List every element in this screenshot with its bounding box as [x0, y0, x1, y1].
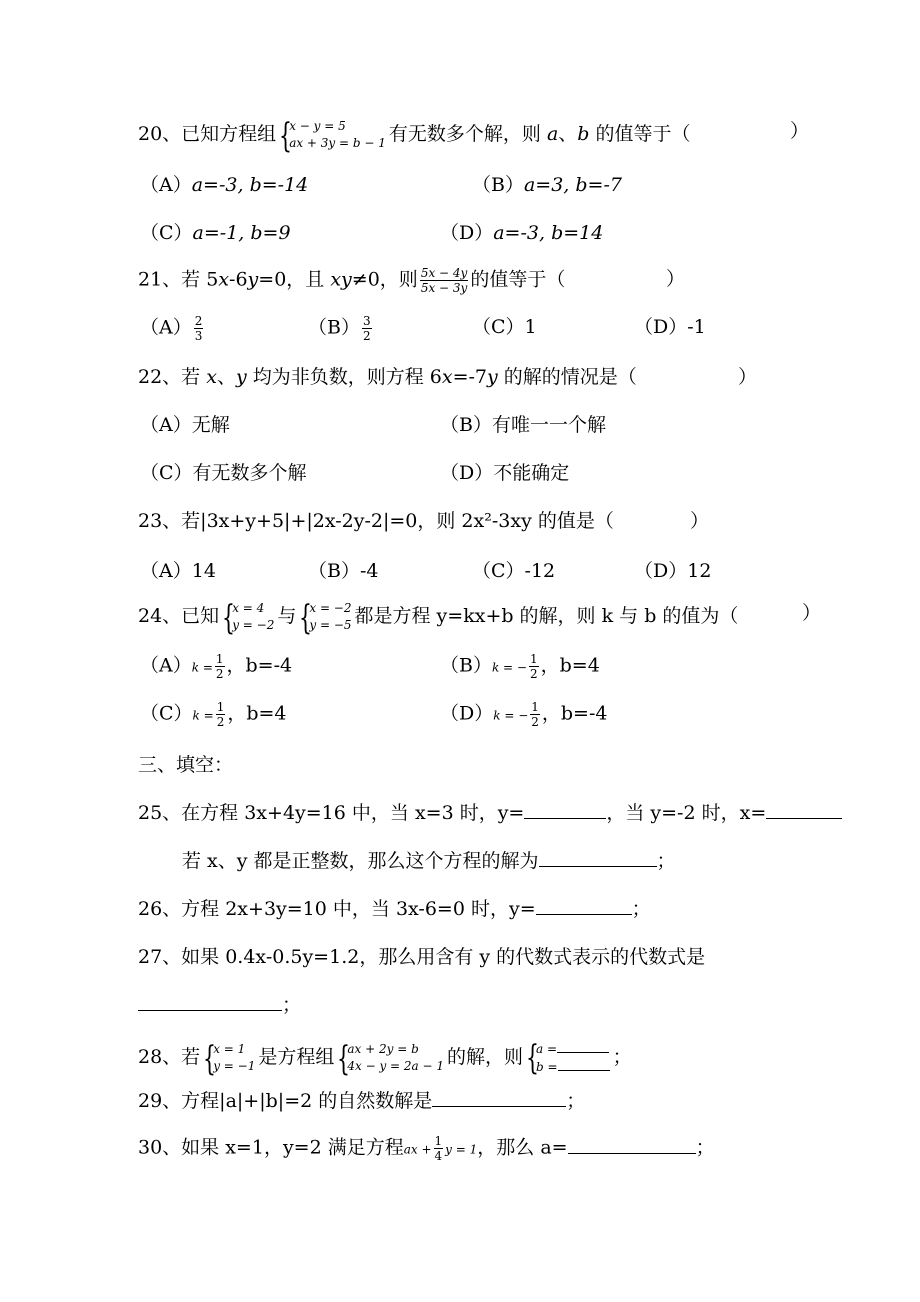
q24-option-c-label: （C） [140, 702, 193, 725]
question-24 [138, 598, 739, 638]
question-21 [138, 266, 565, 295]
question-23: 23、若|3x+y+5|+|2x-2y-2|=0，则 2x²-3xy 的值是（ [138, 510, 614, 532]
q24-system-1-row-2: y = −2 [232, 618, 275, 632]
q24-option-c-fraction [216, 700, 226, 729]
q20-equation-system: { x − y = 5 ax + 3y = b − 1 [279, 116, 386, 156]
q30-fraction-denominator: 4 [434, 1149, 443, 1163]
q28-answer-row-a [536, 1040, 610, 1058]
q30-blank-a[interactable] [568, 1135, 696, 1154]
question-29 [138, 1088, 585, 1114]
q22-option-c-label: （C） [140, 462, 193, 484]
q23-option-b [308, 558, 378, 584]
q21-option-b-numerator: 3 [362, 314, 371, 328]
q27-end: ； [282, 994, 302, 1016]
q24-option-b-denominator: 2 [529, 667, 538, 681]
q21-text-4: ≠0，则 [351, 268, 418, 291]
q24-option-a [140, 652, 292, 681]
q21-option-a-numerator: 2 [194, 314, 203, 328]
q23-option-a-label: （A） [140, 560, 192, 582]
q24-option-b-label: （B） [440, 654, 492, 677]
q20-stem: 20、已知方程组 [138, 123, 277, 145]
q23-close-paren: ） [690, 510, 710, 532]
q25-text-3: 若 x、y 都是正整数，那么这个方程的解为 [182, 850, 539, 872]
q24-option-a-denominator: 2 [215, 667, 224, 681]
q21-option-a-label: （A） [140, 316, 192, 339]
q24-option-a-label: （A） [140, 654, 192, 677]
q23-option-c [472, 558, 555, 584]
q24-system-1: { x = 4 y = −2 [222, 598, 275, 638]
q29-end: ； [566, 1090, 586, 1112]
q24-option-d [440, 700, 607, 729]
q24-option-d-k: k = − [493, 708, 529, 723]
q23-option-b-label: （B） [308, 560, 360, 582]
q20-var-a: a [546, 123, 559, 145]
q20-var-b: b [577, 123, 590, 145]
q22-var-x: x [206, 366, 217, 388]
q22-text-2: 均为非负数，则方程 6 [246, 366, 442, 388]
q30-text-1: 30、如果 x=1，y=2 满足方程 [138, 1136, 404, 1159]
q21-option-d [634, 314, 706, 340]
q28-system-1-row-1: x = 1 [213, 1042, 246, 1056]
q24-close-paren: ） [802, 602, 822, 624]
q20-option-b-label: （B） [472, 174, 524, 196]
q24-option-a-numerator: 1 [215, 652, 224, 666]
q24-option-c-numerator: 1 [216, 700, 225, 714]
q30-end: ； [695, 1136, 715, 1159]
q22-text-1: 22、若 [138, 366, 207, 388]
q24-option-b [440, 652, 600, 681]
q28-system-2-row-2: 4x − y = 2a − 1 [347, 1059, 445, 1073]
q23-option-d-text: 12 [687, 560, 712, 582]
q22-option-b-label: （B） [440, 414, 492, 436]
q28-text-2: 是方程组 [258, 1046, 335, 1068]
q21-text-end: 的值等于（ [470, 268, 566, 291]
q26-end: ； [631, 898, 651, 920]
q24-option-d-denominator: 2 [531, 715, 539, 729]
q23-option-c-label: （C） [472, 560, 525, 582]
q21-option-c-text: 1 [524, 316, 537, 338]
q26-blank-y[interactable] [536, 896, 632, 915]
q21-text-3: =0，且 [258, 268, 331, 291]
q30-text-2: ，那么 a= [477, 1136, 568, 1159]
q20-option-d-label: （D） [440, 222, 494, 244]
question-27-line-2 [138, 992, 301, 1018]
q24-option-c-k: k = [192, 708, 214, 723]
q28-blank-b[interactable] [558, 1058, 610, 1071]
section-3-heading: 三、填空： [138, 754, 234, 776]
q22-close-paren: ） [738, 366, 758, 388]
question-22 [138, 364, 637, 390]
q20-option-c-label: （C） [140, 222, 193, 244]
q22-option-d-label: （D） [440, 462, 494, 484]
q28-system-2-row-1: ax + 2y = b [347, 1042, 419, 1056]
q21-option-c [472, 314, 537, 340]
q21-option-a [140, 314, 205, 343]
q20-eq2: ax + 3y = b − 1 [289, 136, 386, 150]
q28-system-2: { ax + 2y = b 4x − y = 2a − 1 [337, 1039, 445, 1079]
q24-system-1-row-1: x = 4 [232, 601, 265, 615]
q22-option-b-text: 有唯一一个解 [491, 414, 606, 436]
q25-text-1: 25、在方程 3x+4y=16 中，当 x=3 时，y= [138, 802, 525, 824]
q24-option-d-label: （D） [440, 702, 494, 725]
q25-blank-x[interactable] [766, 800, 842, 819]
q20-option-d [440, 220, 603, 246]
q24-option-d-fraction [530, 700, 540, 729]
q26-text: 26、方程 2x+3y=10 中，当 3x-6=0 时，y= [138, 898, 536, 920]
q20-sep: 、 [558, 123, 578, 145]
q22-sep: 、 [216, 366, 236, 388]
q20-option-a-text: a=-3, b=-14 [191, 174, 309, 196]
question-20 [138, 116, 691, 156]
q23-option-c-text: -12 [524, 560, 556, 582]
q21-option-d-label: （D） [634, 316, 688, 338]
question-28 [138, 1038, 632, 1079]
q21-option-a-denominator: 3 [194, 329, 203, 343]
q28-end: ； [612, 1046, 632, 1068]
q20-option-a [140, 172, 308, 198]
question-25 [138, 800, 842, 826]
q22-var-y2: y [487, 366, 498, 388]
question-25-line-2 [182, 848, 676, 874]
q22-text-end: 的解的情况是（ [497, 366, 637, 388]
q21-fraction-denominator: 5x − 3y [420, 281, 468, 295]
q22-option-a-text: 无解 [191, 414, 230, 436]
q20-option-b [472, 172, 622, 198]
q24-system-2-row-1: x = −2 [309, 601, 352, 615]
q27-blank-expression[interactable] [138, 992, 282, 1011]
q22-option-b [440, 412, 606, 438]
q24-option-c-denominator: 2 [216, 715, 225, 729]
q22-var-x2: x [441, 366, 453, 388]
q30-eq-left: ax + [403, 1142, 432, 1157]
q24-option-d-b: ，b=-4 [541, 702, 608, 725]
q22-option-d-text: 不能确定 [493, 462, 570, 484]
q21-fraction-numerator: 5x − 4y [420, 266, 468, 280]
q21-option-a-fraction [194, 314, 204, 343]
q20-text: 有无数多个解，则 [388, 123, 547, 145]
q30-fraction-numerator: 1 [434, 1134, 443, 1148]
q24-option-c-b: ，b=4 [227, 702, 287, 725]
q20-option-c-text: a=-1, b=9 [192, 222, 291, 244]
q21-close-paren: ） [666, 268, 686, 290]
q28-text-3: 的解，则 [447, 1046, 524, 1068]
q20-option-b-text: a=3, b=-7 [523, 174, 622, 196]
q24-option-b-fraction [529, 652, 539, 681]
q25-blank-y[interactable] [524, 800, 606, 819]
q24-text-2: 与 [277, 605, 297, 627]
q24-option-a-k: k = [191, 660, 213, 675]
q28-answer-system: { a = b = [526, 1040, 610, 1076]
q20-option-d-text: a=-3, b=14 [493, 222, 604, 244]
q28-answer-a-label: a = [536, 1042, 558, 1056]
q25-text-2: ，当 y=-2 时，x= [606, 802, 767, 824]
q24-option-b-b: ，b=4 [540, 654, 600, 677]
q20-text-end: 的值等于（ [589, 123, 691, 145]
q24-option-a-b: ，b=-4 [226, 654, 293, 677]
q25-end: ； [656, 850, 676, 872]
q29-text: 29、方程|a|+|b|=2 的自然数解是 [138, 1090, 433, 1112]
q24-option-a-fraction [215, 652, 225, 681]
q23-option-a [140, 558, 216, 584]
q24-option-c [140, 700, 287, 729]
q24-option-b-k: k = − [491, 660, 527, 675]
q28-answer-b-label: b = [536, 1060, 558, 1074]
q24-text-1: 24、已知 [138, 605, 220, 627]
q20-eq1: x − y = 5 [289, 119, 346, 133]
q23-option-d [634, 558, 711, 584]
question-30 [138, 1134, 715, 1163]
q24-text-end: 都是方程 y=kx+b 的解，则 k 与 b 的值为（ [354, 605, 739, 627]
q22-option-a-label: （A） [140, 414, 192, 436]
q23-option-d-label: （D） [634, 560, 688, 582]
q22-text-3: =-7 [452, 366, 488, 388]
q25-blank-solution[interactable] [539, 848, 657, 867]
q20-close-paren: ） [790, 120, 810, 142]
q22-option-c [140, 460, 307, 486]
q24-option-b-numerator: 1 [529, 652, 538, 666]
q21-text-2: -6 [229, 268, 248, 291]
q30-eq-right: y = 1 [445, 1142, 478, 1157]
q20-option-a-label: （A） [140, 174, 192, 196]
q28-text-1: 28、若 [138, 1046, 201, 1068]
q24-system-2-row-2: y = −5 [309, 618, 352, 632]
q21-text-1: 21、若 5 [138, 268, 219, 291]
q22-option-d [440, 460, 569, 486]
q21-option-b [308, 314, 374, 343]
q21-option-d-text: -1 [687, 316, 706, 338]
q28-system-1: { x = 1 y = −1 [203, 1039, 256, 1079]
q28-answer-row-b [536, 1058, 610, 1076]
q29-blank-solution[interactable] [432, 1088, 566, 1107]
q21-option-b-denominator: 2 [362, 329, 371, 343]
q23-option-a-text: 14 [191, 560, 216, 582]
q23-option-b-text: -4 [359, 560, 379, 582]
q22-var-y: y [235, 366, 247, 388]
q21-fraction [420, 266, 469, 295]
q28-system-1-row-2: y = −1 [213, 1059, 256, 1073]
q21-option-b-fraction [362, 314, 372, 343]
q22-option-a [140, 412, 230, 438]
q21-var-xy: xy [330, 268, 352, 291]
q22-option-c-text: 有无数多个解 [192, 462, 307, 484]
q21-option-c-label: （C） [472, 316, 525, 338]
question-27: 27、如果 0.4x-0.5y=1.2，那么用含有 y 的代数式表示的代数式是 [138, 946, 706, 968]
q21-option-b-label: （B） [308, 316, 360, 339]
q24-system-2: { x = −2 y = −5 [299, 598, 352, 638]
q24-option-d-numerator: 1 [531, 700, 539, 714]
question-26 [138, 896, 651, 922]
q30-fraction [434, 1134, 444, 1163]
q21-var-y: y [247, 268, 259, 291]
q20-option-c [140, 220, 291, 246]
q28-blank-a[interactable] [557, 1040, 609, 1053]
q21-var-x: x [218, 268, 230, 291]
